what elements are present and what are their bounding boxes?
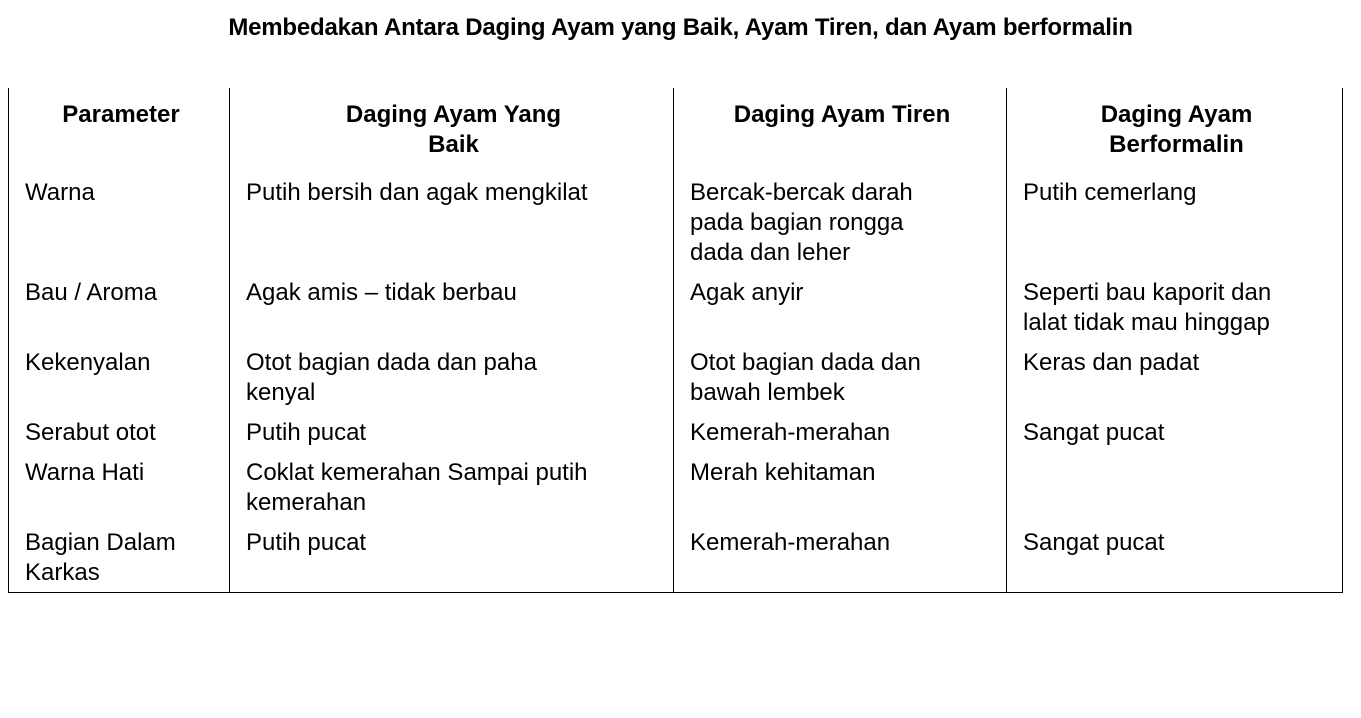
header-daging-ayam-tiren bbox=[674, 88, 1007, 172]
cell-daging-ayam-berformalin bbox=[1007, 272, 1343, 342]
cell-text: Putih bersih dan agak mengkilat bbox=[246, 179, 588, 206]
cell-text: Coklat kemerahan Sampai putih bbox=[246, 459, 588, 486]
cell-daging-ayam-baik bbox=[230, 342, 674, 412]
table-row bbox=[9, 412, 1343, 452]
cell-daging-ayam-tiren bbox=[674, 522, 1007, 593]
header-text: Baik bbox=[428, 131, 479, 158]
header-daging-ayam-baik bbox=[230, 88, 674, 172]
header-text: Daging Ayam Tiren bbox=[733, 101, 951, 128]
cell-daging-ayam-berformalin bbox=[1007, 522, 1343, 593]
cell-text: Kemerah-merahan bbox=[690, 529, 891, 556]
cell-parameter bbox=[9, 172, 230, 272]
cell-text: Otot bagian dada dan paha bbox=[246, 349, 537, 376]
header-text: Daging Ayam Yang bbox=[345, 101, 562, 128]
cell-text: pada bagian rongga bbox=[690, 209, 904, 236]
cell-parameter bbox=[9, 522, 230, 593]
page-title: Membedakan Antara Daging Ayam yang Baik, Ayam Tiren, dan Ayam berformalin bbox=[228, 14, 1133, 41]
cell-daging-ayam-tiren bbox=[674, 172, 1007, 272]
cell-text: Warna Hati bbox=[25, 459, 145, 486]
cell-text: Putih cemerlang bbox=[1023, 179, 1197, 206]
comparison-table bbox=[8, 88, 1343, 593]
cell-daging-ayam-baik bbox=[230, 412, 674, 452]
table-header bbox=[9, 88, 1343, 172]
cell-text: Putih pucat bbox=[246, 529, 367, 556]
cell-text: Bagian Dalam bbox=[25, 529, 176, 556]
table-row bbox=[9, 272, 1343, 342]
cell-text: kemerahan bbox=[246, 489, 367, 516]
cell-text: Agak amis – tidak berbau bbox=[246, 279, 517, 306]
cell-daging-ayam-berformalin bbox=[1007, 342, 1343, 412]
cell-text: Karkas bbox=[25, 559, 100, 586]
cell-daging-ayam-tiren bbox=[674, 272, 1007, 342]
cell-daging-ayam-berformalin bbox=[1007, 172, 1343, 272]
cell-text: Serabut otot bbox=[25, 419, 156, 446]
cell-text: bawah lembek bbox=[690, 379, 845, 406]
header-daging-ayam-berformalin bbox=[1007, 88, 1343, 172]
cell-text: Bau / Aroma bbox=[25, 279, 158, 306]
cell-parameter bbox=[9, 272, 230, 342]
cell-text: lalat tidak mau hinggap bbox=[1023, 309, 1270, 336]
cell-text: Keras dan padat bbox=[1023, 349, 1200, 376]
cell-text: Otot bagian dada dan bbox=[690, 349, 921, 376]
comparison-table-wrapper bbox=[8, 88, 1342, 593]
cell-text: Kekenyalan bbox=[25, 349, 151, 376]
cell-parameter bbox=[9, 452, 230, 522]
cell-daging-ayam-baik bbox=[230, 522, 674, 593]
header-text: Daging Ayam bbox=[1100, 101, 1253, 128]
cell-text: Seperti bau kaporit dan bbox=[1023, 279, 1272, 306]
header-text: Berformalin bbox=[1109, 131, 1244, 158]
cell-daging-ayam-tiren bbox=[674, 342, 1007, 412]
header-row bbox=[9, 88, 1343, 172]
table-row bbox=[9, 452, 1343, 522]
cell-daging-ayam-baik bbox=[230, 272, 674, 342]
cell-daging-ayam-tiren bbox=[674, 412, 1007, 452]
cell-daging-ayam-baik bbox=[230, 452, 674, 522]
cell-parameter bbox=[9, 342, 230, 412]
table-body bbox=[9, 172, 1343, 593]
cell-daging-ayam-berformalin bbox=[1007, 412, 1343, 452]
table-row bbox=[9, 172, 1343, 272]
cell-daging-ayam-berformalin bbox=[1007, 452, 1343, 522]
cell-text: Merah kehitaman bbox=[690, 459, 876, 486]
table-row bbox=[9, 522, 1343, 593]
cell-daging-ayam-baik bbox=[230, 172, 674, 272]
header-text: Parameter bbox=[62, 101, 180, 128]
cell-text: kenyal bbox=[246, 379, 316, 406]
cell-text: Agak anyir bbox=[690, 279, 804, 306]
cell-parameter bbox=[9, 412, 230, 452]
cell-text: Sangat pucat bbox=[1023, 419, 1165, 446]
cell-text: dada dan leher bbox=[690, 239, 851, 266]
cell-text: Bercak-bercak darah bbox=[690, 179, 913, 206]
cell-text: Sangat pucat bbox=[1023, 529, 1165, 556]
cell-text: Kemerah-merahan bbox=[690, 419, 891, 446]
cell-daging-ayam-tiren bbox=[674, 452, 1007, 522]
table-row bbox=[9, 342, 1343, 412]
header-parameter bbox=[9, 88, 230, 172]
cell-text: Putih pucat bbox=[246, 419, 367, 446]
cell-text: Warna bbox=[25, 179, 95, 206]
